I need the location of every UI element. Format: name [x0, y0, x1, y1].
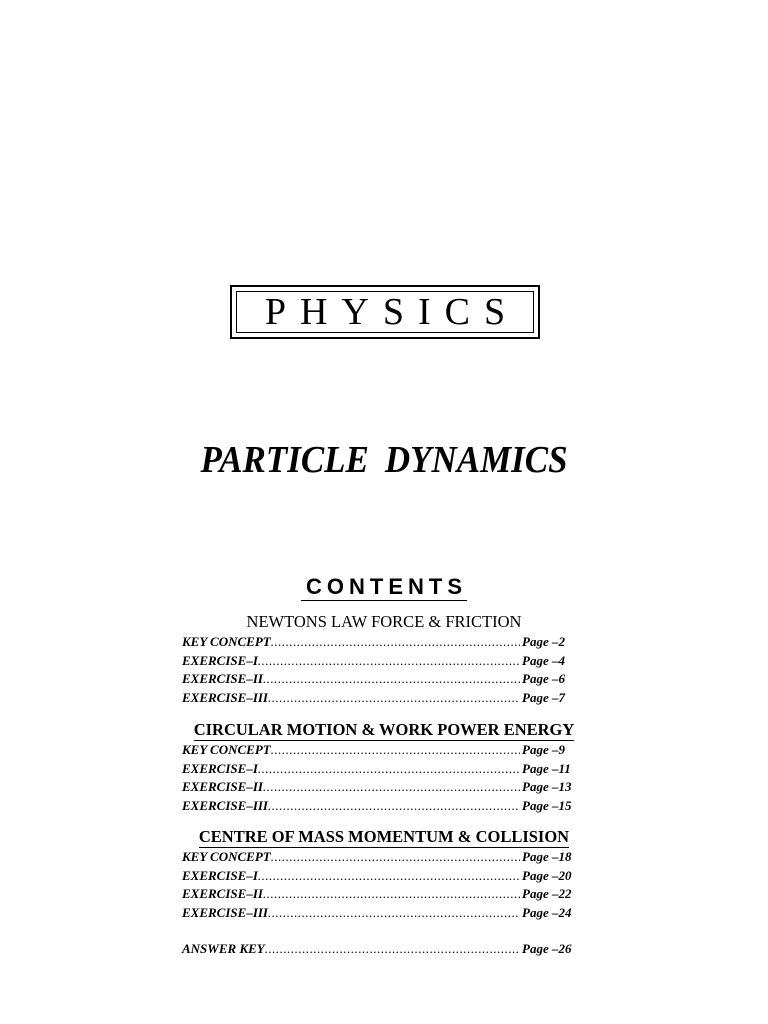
toc-entry[interactable]	[182, 868, 582, 887]
toc-entry-page: Page –6	[522, 671, 565, 686]
toc-entry[interactable]	[182, 849, 582, 868]
toc-entry-page: Page –26	[522, 941, 572, 956]
dot-leader	[268, 690, 520, 706]
toc-entry-page: Page –18	[522, 849, 572, 864]
toc-entry-page: Page –24	[522, 904, 572, 920]
toc-entry-page: Page –20	[522, 867, 572, 883]
section-title-newtons-law: NEWTONS LAW FORCE & FRICTION	[246, 612, 522, 631]
toc-entry[interactable]	[182, 761, 582, 780]
toc-entry-label: EXERCISE–I	[182, 652, 258, 668]
subject-box-inner	[236, 291, 534, 333]
dot-leader	[258, 761, 520, 777]
dot-leader	[271, 849, 520, 865]
section-title-centre-of-mass: CENTRE OF MASS MOMENTUM & COLLISION	[198, 827, 570, 846]
toc-entry-label: EXERCISE–II	[182, 671, 263, 686]
dot-leader	[258, 653, 520, 669]
contents-heading-text: CONTENTS	[301, 574, 467, 601]
dot-leader	[271, 634, 520, 650]
toc-list-centre-of-mass	[182, 849, 582, 923]
toc-entry[interactable]	[182, 905, 582, 924]
chapter-title: PARTICLE DYNAMICS	[200, 439, 568, 481]
toc-entry[interactable]	[182, 742, 582, 761]
subject-box	[230, 285, 540, 339]
dot-leader	[265, 941, 520, 957]
dot-leader	[268, 798, 520, 814]
toc-entry-label: EXERCISE–III	[182, 904, 268, 920]
toc-entry-label: EXERCISE–II	[182, 779, 263, 794]
toc-entry-page: Page –11	[522, 760, 571, 776]
toc-entry-answer-key[interactable]	[182, 941, 582, 960]
toc-entry-label: EXERCISE–I	[182, 867, 258, 883]
section-title-circular-motion: CIRCULAR MOTION & WORK POWER ENERGY	[193, 720, 575, 739]
dot-leader	[263, 671, 520, 687]
toc-entry-page: Page –2	[522, 634, 565, 649]
toc-entry-label: KEY CONCEPT	[182, 742, 271, 757]
toc-entry[interactable]	[182, 690, 582, 709]
toc-entry[interactable]	[182, 886, 582, 905]
toc-entry[interactable]	[182, 634, 582, 653]
subject-title: PHYSICS	[264, 291, 520, 333]
dot-leader	[263, 886, 520, 902]
toc-entry-label: EXERCISE–III	[182, 797, 268, 813]
toc-entry[interactable]	[182, 779, 582, 798]
toc-entry-page: Page –4	[522, 652, 565, 668]
toc-entry-label: KEY CONCEPT	[182, 849, 271, 864]
toc-list-newtons-law	[182, 634, 582, 708]
dot-leader	[263, 779, 520, 795]
dot-leader	[258, 868, 520, 884]
toc-entry-label: ANSWER KEY	[182, 941, 265, 956]
toc-list-answer-key	[182, 941, 582, 960]
toc-entry-label: EXERCISE–I	[182, 760, 258, 776]
toc-entry-label: EXERCISE–II	[182, 886, 263, 901]
toc-entry-page: Page –7	[522, 689, 565, 705]
toc-entry-label: KEY CONCEPT	[182, 634, 271, 649]
toc-entry-label: EXERCISE–III	[182, 689, 268, 705]
dot-leader	[271, 742, 520, 758]
toc-entry[interactable]	[182, 671, 582, 690]
toc-entry[interactable]	[182, 798, 582, 817]
dot-leader	[268, 905, 520, 921]
toc-entry-page: Page –9	[522, 742, 565, 757]
toc-list-circular-motion	[182, 742, 582, 816]
toc-entry-page: Page –13	[522, 779, 572, 794]
toc-entry-page: Page –15	[522, 797, 572, 813]
toc-entry[interactable]	[182, 653, 582, 672]
contents-heading	[0, 574, 768, 600]
toc-entry-page: Page –22	[522, 886, 572, 901]
